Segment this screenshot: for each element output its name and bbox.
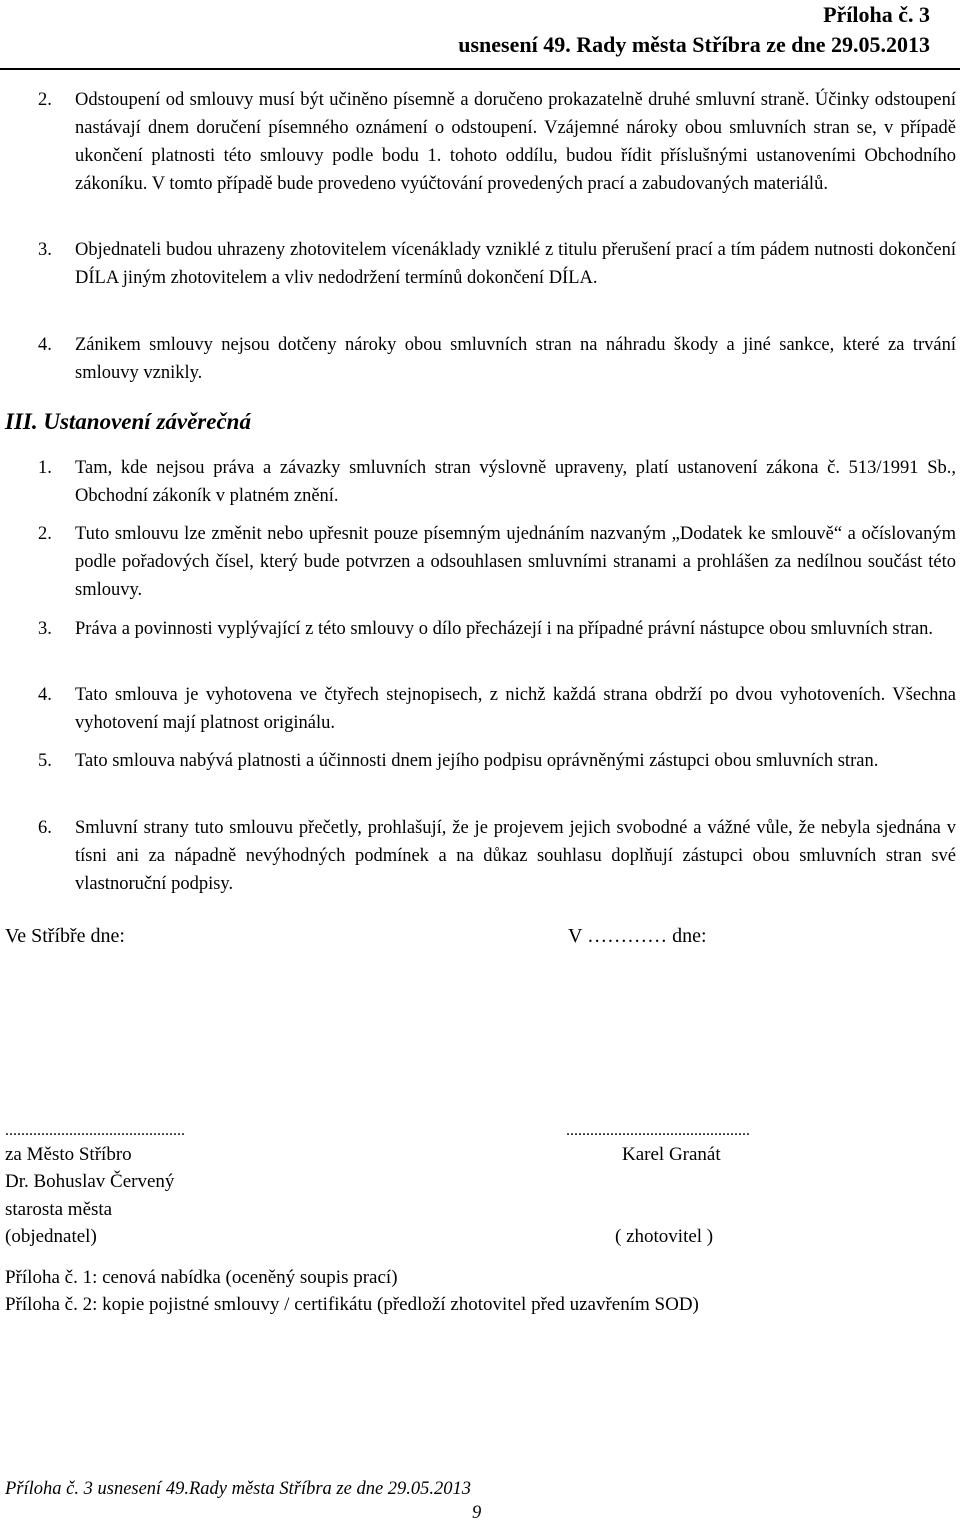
signatory-org: za Město Stříbro — [5, 1144, 132, 1165]
clause-text: Zánikem smlouvy nejsou dotčeny nároky obou smluvních stran na náhradu škody a jiné sankce, které za trvání smlouvy vznikly. — [75, 335, 956, 383]
signatory-title: starosta města — [5, 1199, 113, 1220]
signatory-name: Dr. Bohuslav Červený — [5, 1171, 175, 1192]
clause-top-4 — [38, 331, 956, 387]
clause-final-4 — [38, 681, 956, 737]
clause-number: 2. — [38, 524, 52, 544]
footer-text: Příloha č. 3 usnesení 49.Rady města Stříbra ze dne 29.05.2013 — [5, 1479, 472, 1499]
clause-number: 1. — [38, 458, 52, 478]
clause-text: Smluvní strany tuto smlouvu přečetly, prohlašují, že je projevem jejich svobodné a vážné vůle, že nebyla sjednána v tísni ani za nápadně nevýhodných podmínek a na důkaz souhlasu doplňují zástupci obou smluvních stran své vlastnoruční podpisy. — [75, 818, 956, 894]
clause-top-2 — [38, 86, 956, 198]
clause-text: Tato smlouva nabývá platnosti a účinnosti dnem jejího podpisu oprávněnými zástupci obou smluvních stran. — [75, 751, 879, 771]
clause-text: Objednateli budou uhrazeny zhotovitelem vícenáklady vzniklé z titulu přerušení prací a tím pádem nutnosti dokončení DÍLA jiným zhotovitelem a vliv nedodržení termínů dokončení DÍLA. — [75, 240, 956, 288]
header-rule — [0, 68, 960, 70]
clause-number: 4. — [38, 685, 52, 705]
clause-final-3 — [38, 615, 956, 643]
header-annex-title: Příloha č. 3 — [823, 2, 930, 27]
clause-number: 3. — [38, 619, 52, 639]
clause-text: Práva a povinnosti vyplývající z této smlouvy o dílo přecházejí i na případné právní nástupce obou smluvních stran. — [75, 619, 933, 639]
clause-final-2 — [38, 520, 956, 604]
page-number: 9 — [472, 1503, 482, 1523]
attachment-1: Příloha č. 1: cenová nabídka (oceněný soupis prací) — [5, 1267, 398, 1288]
clause-text: Tam, kde nejsou práva a závazky smluvních stran výslovně upraveny, platí ustanovení zákona č. 513/1991 Sb., Obchodní zákoník v platném znění. — [75, 458, 956, 506]
place-date-left: Ve Stříbře dne: — [5, 925, 125, 947]
signature-line-left: ............................................. — [5, 1122, 185, 1139]
attachment-2: Příloha č. 2: kopie pojistné smlouvy / certifikátu (předloží zhotovitel před uzavřením SOD) — [5, 1294, 699, 1315]
clause-number: 3. — [38, 240, 52, 260]
clause-final-1 — [38, 454, 956, 510]
contractor-name: Karel Granát — [622, 1144, 721, 1165]
clause-text: Odstoupení od smlouvy musí být učiněno písemně a doručeno prokazatelně druhé smluvní straně. Účinky odstoupení nastávají dnem doručení písemného oznámení o odstoupení. Vzájemné nároky obou smluvních stran se, v případě ukončení platnosti této smlouvy podle bodu 1. tohoto oddílu, budou řídit příslušnými ustanoveními Obchodního zákoníku. V tomto případě bude provedeno vyúčtování provedených prací a zabudovaných materiálů. — [75, 90, 956, 194]
clause-text: Tato smlouva je vyhotovena ve čtyřech stejnopisech, z nichž každá strana obdrží po dvou vyhotoveních. Všechna vyhotovení mají platnost originálu. — [75, 685, 956, 733]
place-date-right: V ………… dne: — [568, 925, 707, 947]
clause-final-6 — [38, 814, 956, 898]
clause-top-3 — [38, 236, 956, 292]
clause-number: 6. — [38, 818, 52, 838]
clause-final-5 — [38, 747, 956, 775]
clause-text: Tuto smlouvu lze změnit nebo upřesnit pouze písemným ujednáním nazvaným „Dodatek ke smlouvě“ a očíslovaným podle pořadových čísel, který bude potvrzen a odsouhlasen smluvními stranami a prohlášen za nedílnou součást této smlouvy. — [75, 524, 956, 600]
signature-line-right: .............................................. — [566, 1122, 750, 1139]
clause-number: 2. — [38, 90, 52, 110]
header-resolution: usnesení 49. Rady města Stříbra ze dne 29.05.2013 — [458, 32, 930, 57]
contractor-role: ( zhotovitel ) — [615, 1226, 714, 1247]
section-heading: III. Ustanovení závěrečná — [5, 409, 251, 434]
clause-number: 5. — [38, 751, 52, 771]
clause-number: 4. — [38, 335, 52, 355]
signatory-role: (objednatel) — [5, 1226, 97, 1247]
